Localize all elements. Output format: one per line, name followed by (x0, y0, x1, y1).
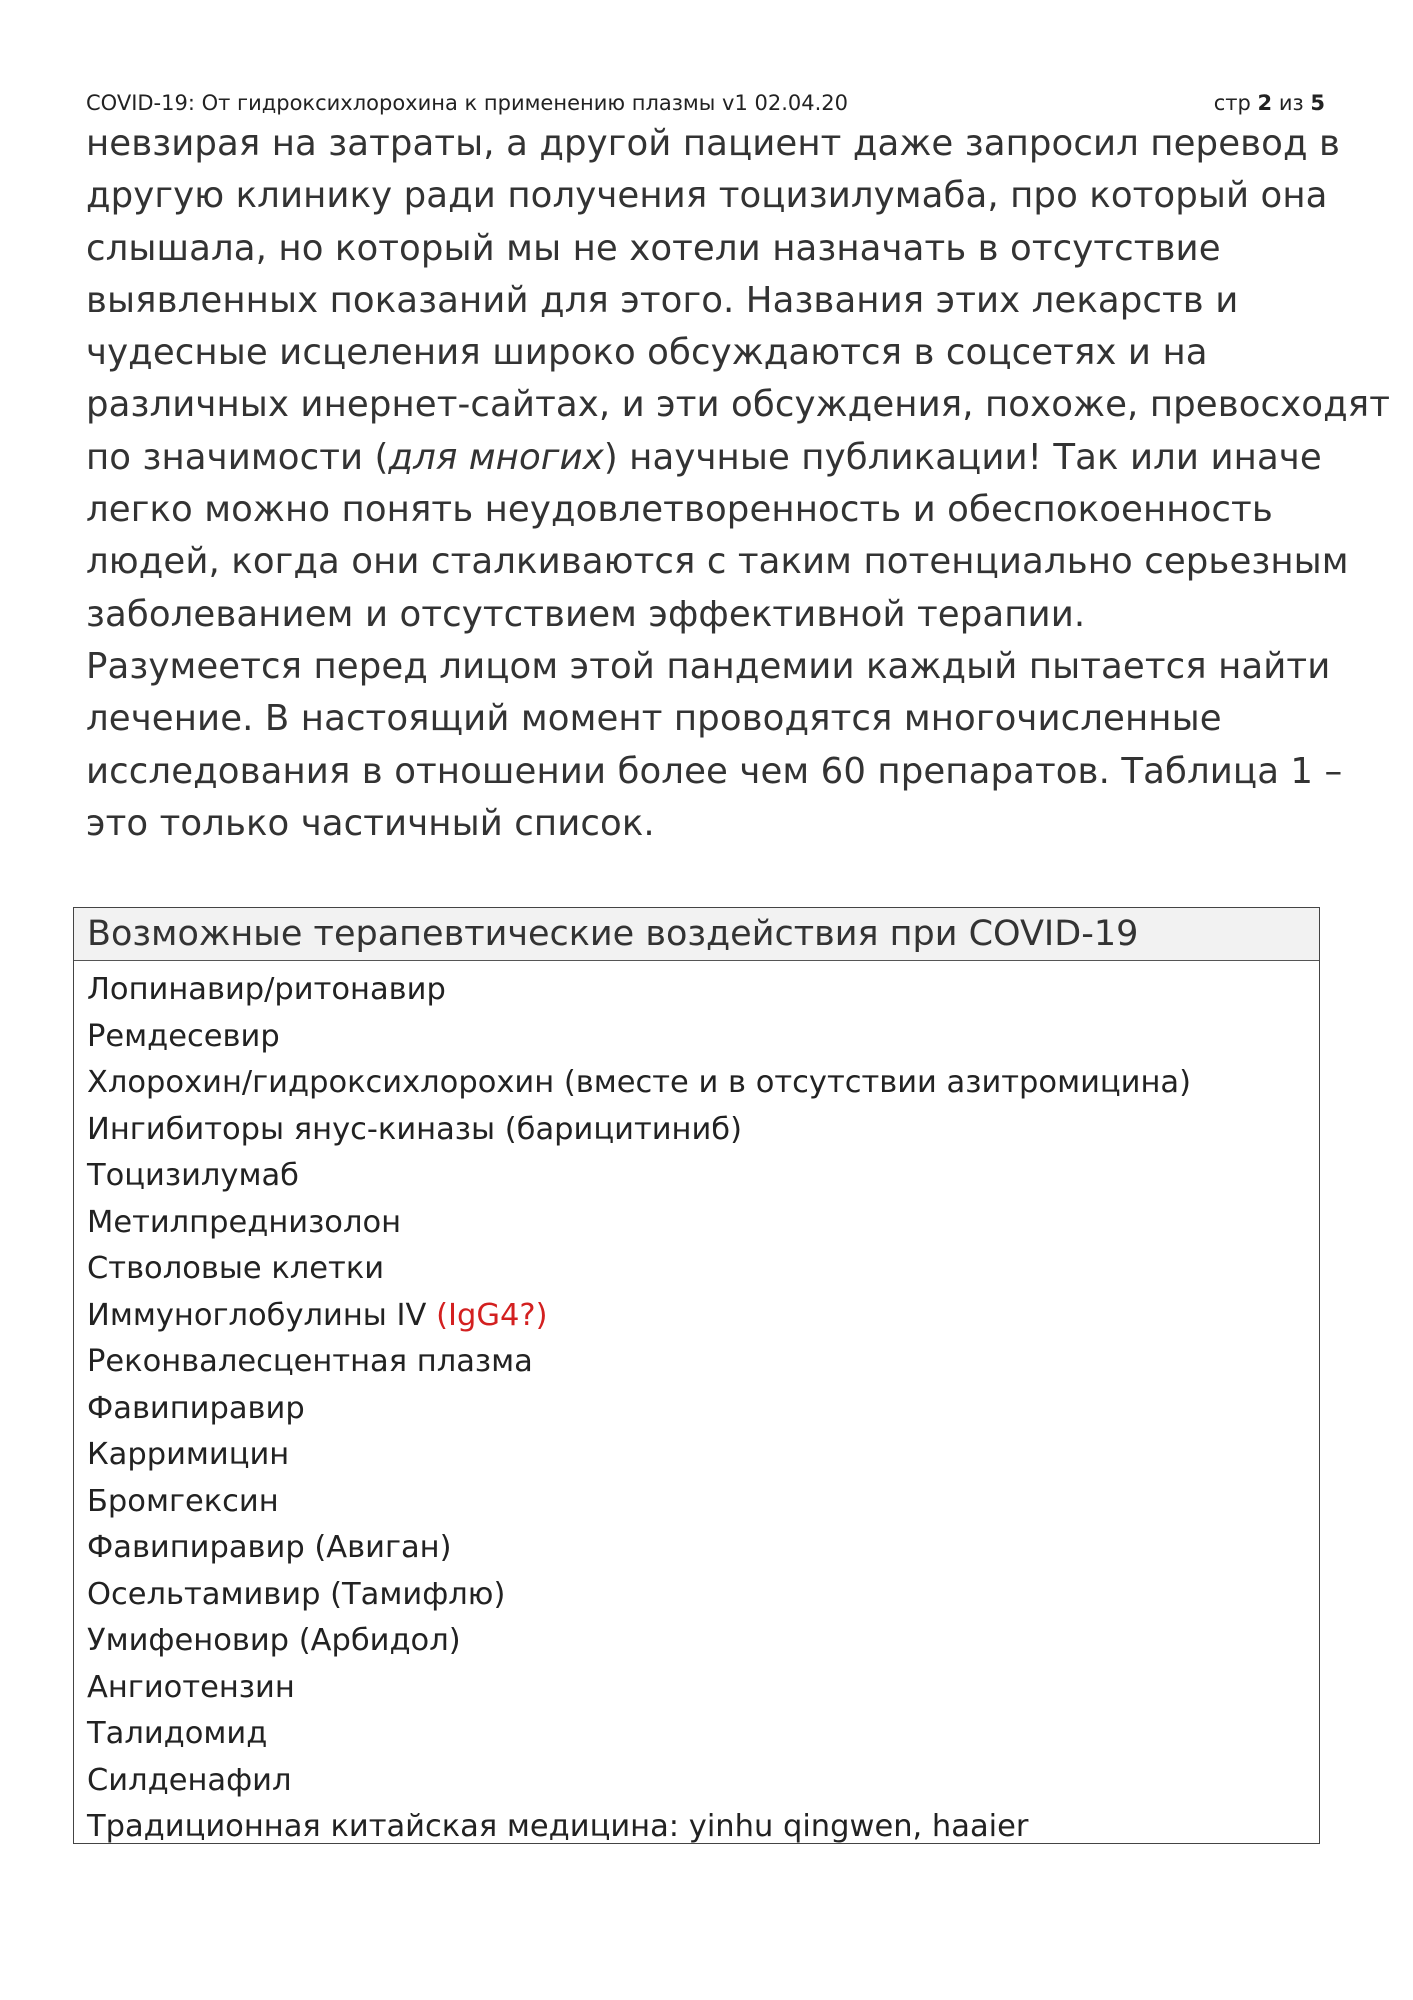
paragraph-line: лечение. В настоящий момент проводятся многочисленные (86, 698, 1222, 740)
table-row: Бромгексин (87, 1483, 279, 1519)
italic-emphasis: для многих (388, 436, 604, 478)
paragraph-line: исследования в отношении более чем 60 препаратов. Таблица 1 – (86, 750, 1343, 792)
page-prefix: стр (1213, 91, 1251, 115)
paragraph-line: легко можно понять неудовлетворенность и обеспокоенность (86, 489, 1273, 531)
table-header: Возможные терапевтические воздействия при COVID-19 (74, 908, 1319, 961)
paragraph-line: другую клинику ради получения тоцизилумаба, про который она (86, 175, 1328, 217)
paragraph-line: различных инернет-сайтах, и эти обсуждения, похоже, превосходят (86, 384, 1390, 426)
table-row: Фавипиравир (Авиган) (87, 1530, 452, 1565)
paragraph-line: людей, когда они сталкиваются с таким потенциально серьезным (86, 541, 1349, 583)
table-row: Тоцизилумаб (87, 1158, 299, 1193)
line-text: ) научные публикации! Так или иначе (603, 436, 1322, 478)
highlighted-note: (IgG4?) (436, 1297, 548, 1333)
page-total: 5 (1310, 91, 1325, 115)
table-row: Умифеновир (Арбидол) (87, 1623, 461, 1658)
paragraph-line: выявленных показаний для этого. Названия этих лекарств и (86, 279, 1239, 321)
table-row: Хлорохин/гидроксихлорохин (вместе и в отсутствии азитромицина) (87, 1065, 1192, 1100)
paragraph-line: чудесные исцеления широко обсуждаются в соцсетях и на (86, 332, 1208, 374)
table-row: Силденафил (87, 1762, 292, 1798)
table-row (74, 1293, 1319, 1340)
page-header (86, 88, 1325, 118)
paragraph-line: слышала, но который мы не хотели назначать в отсутствие (86, 227, 1221, 269)
table-row: Стволовые клетки (87, 1251, 385, 1286)
therapies-table (73, 907, 1320, 1844)
document-title: COVID-19: От гидроксихлорохина к применению плазмы v1 02.04.20 (86, 91, 848, 115)
page-separator: из (1278, 91, 1304, 115)
page-current: 2 (1257, 91, 1273, 115)
paragraph-line: невзирая на затраты, а другой пациент даже запросил перевод в (86, 123, 1341, 164)
table-row: Фавипиравир (87, 1390, 305, 1426)
table-row: Талидомид (87, 1716, 268, 1751)
body-text (86, 118, 1390, 850)
line-text: по значимости ( (86, 436, 389, 478)
table-row: Ремдесевир (87, 1018, 280, 1054)
table-row: Ингибиторы янус-киназы (барицитиниб) (87, 1111, 743, 1147)
table-row: Традиционная китайская медицина: yinhu qingwen, haaier (87, 1809, 1029, 1844)
table-body (74, 961, 1319, 1851)
paragraph-line (86, 432, 1336, 484)
table-row: Лопинавир/ритонавир (87, 972, 446, 1007)
paragraph-line: заболеванием и отсутствием эффективной терапии. (86, 593, 1086, 635)
table-row: Осельтамивир (Тамифлю) (87, 1576, 506, 1612)
table-row: Карримицин (87, 1437, 290, 1472)
paragraph-line: Разумеется перед лицом этой пандемии каждый пытается найти (86, 645, 1331, 687)
paragraph-line: это только частичный список. (86, 802, 655, 844)
table-row: Метилпреднизолон (87, 1204, 402, 1240)
table-row: Ангиотензин (87, 1669, 295, 1705)
page-indicator (1214, 88, 1325, 118)
row-text: Иммуноглобулины IV (87, 1297, 427, 1333)
table-row: Реконвалесцентная плазма (87, 1344, 533, 1379)
